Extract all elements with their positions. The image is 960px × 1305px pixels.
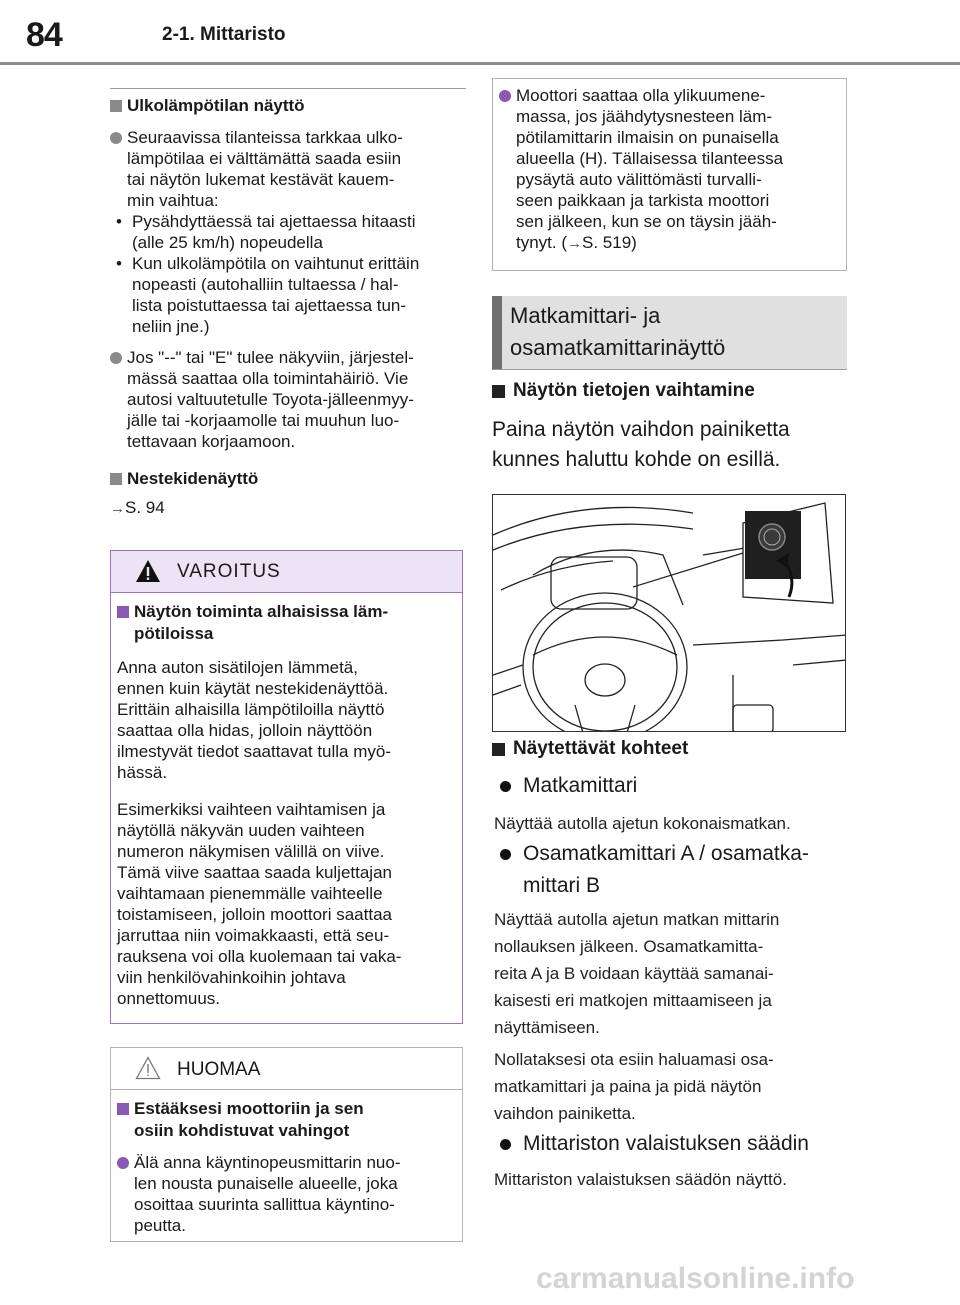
odometer-description: Näyttää autolla ajetun kokonaismatkan. bbox=[494, 814, 791, 833]
page-number: 84 bbox=[26, 16, 62, 54]
list-item-odometer: Matkamittari bbox=[496, 770, 637, 802]
outside-temp-heading: Ulkolämpötilan näyttö bbox=[110, 88, 466, 117]
dashboard-drawing bbox=[493, 495, 846, 732]
circle-bullet-icon bbox=[110, 132, 122, 144]
arrow-right-icon: → bbox=[110, 500, 125, 517]
circle-bullet-icon bbox=[500, 849, 511, 860]
bullet-item: Jos "--" tai "E" tulee näkyviin, järjestel- mässä saattaa olla toimintahäiriö. Vie autosi valtuutetulle Toyota-jälleenmyy- jälle tai -korjaamolle tai muuhun luo- tettavaan korjaamoon. bbox=[110, 347, 466, 452]
notice-box bbox=[110, 1047, 463, 1242]
circle-bullet-icon bbox=[500, 1139, 511, 1150]
switch-heading: Näytön tietojen vaihtamine bbox=[492, 380, 755, 402]
warning-paragraph: Esimerkiksi vaihteen vaihtamisen ja näytöllä näkyvän uuden vaihteen numeron näkymisen välillä on viive. Tämä viive saattaa saada kuljettajan vaihtamaan pienemmälle vaihteelle toistamiseen, jolloin moottori saattaa jarruttaa niin voimakkaasti, että seu- rauksena voi olla kuolemaan tai vaka- viin henkilövahinkoihin johtava onnettomuus. bbox=[117, 800, 402, 1008]
lcd-heading: Nestekidenäyttö bbox=[110, 468, 466, 490]
section-title: 2-1. Mittaristo bbox=[162, 24, 286, 45]
notice-label: HUOMAA bbox=[177, 1059, 261, 1080]
circle-bullet-icon bbox=[117, 1157, 129, 1169]
warning-subtitle: Näytön toiminta alhaisissa läm- pötiloissa bbox=[117, 601, 456, 645]
warning-header bbox=[111, 551, 462, 593]
trip-meter-description: Näyttää autolla ajetun matkan mittarin nollauksen jälkeen. Osamatkamitta- reita A ja B voidaan käyttää samanai- kaisesti eri matkojen mittaamiseen ja näyttämiseen. bbox=[494, 910, 780, 1037]
circle-bullet-icon bbox=[499, 90, 511, 102]
list-item-trip-meter: Osamatkamittari A / osamatka- mittari B bbox=[496, 838, 809, 902]
warning-triangle-icon bbox=[135, 559, 161, 583]
header-rule bbox=[0, 62, 960, 65]
items-heading: Näytettävät kohteet bbox=[492, 738, 688, 760]
watermark: carmanualsonline.info bbox=[536, 1262, 855, 1295]
arrow-right-icon: → bbox=[567, 235, 583, 252]
warning-box bbox=[110, 550, 463, 1024]
section-heading: Matkamittari- ja osamatkamittarinäyttö bbox=[492, 296, 847, 369]
sub-bullet-item: • Pysähdyttäessä tai ajettaessa hitaasti (alle 25 km/h) nopeudella bbox=[116, 212, 416, 252]
bullet-item: Seuraavissa tilanteissa tarkkaa ulko- lämpötilaa ei välttämättä saada esiin tai näytön lukemat kestävät kauem- min vaihtua: bbox=[110, 127, 466, 211]
heading-accent-bar bbox=[492, 296, 502, 369]
left-column bbox=[110, 88, 466, 518]
continued-box bbox=[492, 78, 847, 271]
notice-bullet: Älä anna käyntinopeusmittarin nuo- len nousta punaiselle alueelle, joka osoittaa suurinta sallittua käyntino- peutta. bbox=[117, 1152, 456, 1236]
circle-bullet-icon bbox=[500, 781, 511, 792]
square-bullet-icon bbox=[117, 606, 129, 618]
page-reference-link[interactable]: S. 519) bbox=[582, 233, 637, 252]
caution-triangle-icon bbox=[135, 1056, 161, 1080]
square-bullet-icon bbox=[492, 743, 505, 756]
page-reference-link[interactable]: →S. 94 bbox=[110, 498, 165, 517]
warning-paragraph: Anna auton sisätilojen lämmetä, ennen kuin käytät nestekidenäyttöä. Erittäin alhaisilla lämpötiloilla näyttö saattaa olla hidas, jolloin näyttöön ilmestyvät tiedot saattavat tulla myö- hässä. bbox=[117, 658, 392, 782]
square-bullet-icon bbox=[492, 385, 505, 398]
page-header bbox=[0, 0, 960, 66]
square-bullet-icon bbox=[117, 1103, 129, 1115]
notice-header bbox=[111, 1048, 462, 1090]
list-item-dimmer: Mittariston valaistuksen säädin bbox=[496, 1128, 809, 1160]
dimmer-description: Mittariston valaistuksen säädön näyttö. bbox=[494, 1170, 787, 1189]
circle-bullet-icon bbox=[110, 352, 122, 364]
square-bullet-icon bbox=[110, 100, 122, 112]
heading-rule bbox=[492, 369, 847, 370]
trip-meter-reset-description: Nollataksesi ota esiin haluamasi osa- matkamittari ja paina ja pidä näytön vaihdon painiketta. bbox=[494, 1050, 774, 1123]
dashboard-illustration bbox=[492, 494, 846, 732]
warning-label: VAROITUS bbox=[177, 561, 281, 582]
notice-subtitle: Estääksesi moottoriin ja sen osiin kohdistuvat vahingot bbox=[117, 1098, 456, 1142]
continued-bullet: Moottori saattaa olla ylikuumene- massa, jos jäähdytysnesteen läm- pötilamittarin ilmaisin on punaisella alueella (H). Tällaisessa tilanteessa pysäytä auto välittömästi turvalli- seen paikkaan ja tarkista moottori sen jälkeen, kun se on täysin jääh- tynyt. (→S. 519) bbox=[499, 85, 840, 254]
sub-bullet-item: • Kun ulkolämpötila on vaihtunut erittäin nopeasti (autohalliin tultaessa / hal- lista poistuttaessa tai ajettaessa tun- neliin jne.) bbox=[116, 254, 420, 336]
switch-instructions: Paina näytön vaihdon painiketta kunnes haluttu kohde on esillä. bbox=[492, 418, 790, 471]
square-bullet-icon bbox=[110, 473, 122, 485]
